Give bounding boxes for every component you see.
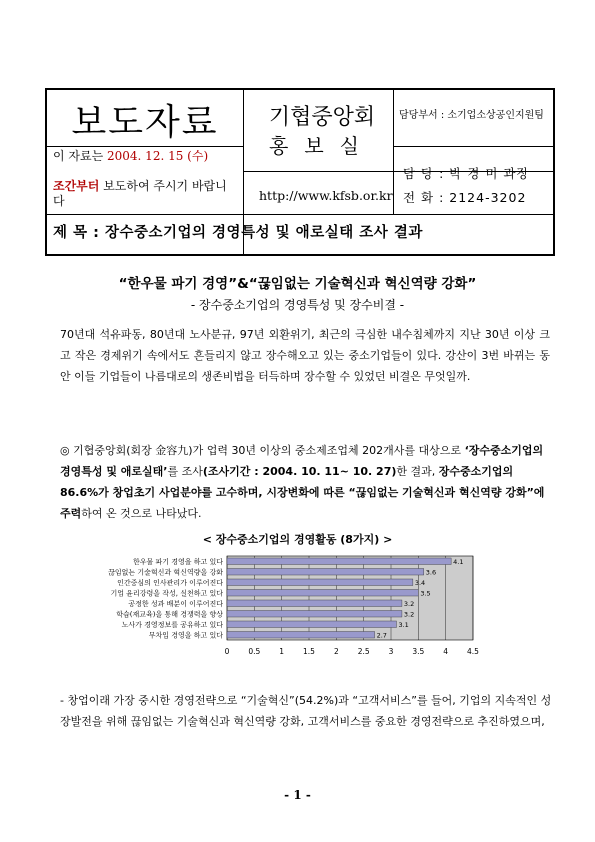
bar <box>227 632 375 639</box>
data-label: 3.2 <box>403 610 415 619</box>
bar <box>227 590 418 597</box>
headline: “한우물 파기 경영”&“끊임없는 기술혁신과 혁신역량 강화” <box>118 276 477 292</box>
website-url: http://www.kfsb.or.kr <box>259 188 393 203</box>
release-date: 이 자료는 2004. 12. 15 (수) <box>53 149 209 163</box>
x-tick-label: 2 <box>333 647 339 656</box>
management-activity-chart <box>55 552 495 682</box>
x-tick-label: 1 <box>279 647 285 656</box>
page-number: - 1 - <box>284 788 311 802</box>
data-label: 3.4 <box>414 579 426 587</box>
key-finding-paragraph: ◎ 기협중앙회(회장 金容九)가 업력 30년 이상의 중소제조업체 202개사를 대상으로 ‘장수중소기업의 경영특성 및 애로실태’를 조사(조사기간 : 2004. 10. 11~ 10. 27)한 결과, 장수중소기업의 86.6%가 창업초기 사업분야를 고수하며, 시장변화에 따른 “끊임없는 기술혁신과 혁신역량 강화”에 주력하여 온 것으로 나타났다. <box>60 444 545 520</box>
category-label: 끊임없는 기술혁신과 혁신역량을 강화 <box>108 568 223 577</box>
category-label: 인간중심의 인사관리가 이루어진다 <box>117 579 223 587</box>
data-label: 3.6 <box>425 568 437 577</box>
data-label: 2.7 <box>376 631 387 640</box>
subheadline: - 장수중소기업의 경영특성 및 장수비결 - <box>190 298 405 312</box>
x-tick-label: 2.5 <box>357 647 370 656</box>
bar <box>227 558 451 565</box>
bar <box>227 621 396 628</box>
x-tick-label: 0 <box>224 647 230 656</box>
category-label: 무차입 경영을 하고 있다 <box>148 631 223 640</box>
chart-title: < 장수중소기업의 경영활동 (8가지) > <box>202 533 393 546</box>
x-tick-label: 4 <box>443 647 449 656</box>
category-label: 노사가 경영정보를 공유하고 있다 <box>121 621 223 629</box>
release-title: 보도자료 <box>71 102 219 143</box>
bar <box>227 569 424 576</box>
data-label: 4.1 <box>453 558 464 566</box>
manager-label: 담 당 : 박 경 미 과장 <box>403 166 530 181</box>
x-tick-label: 1.5 <box>303 647 315 656</box>
category-label: 학습(재교육)을 통해 경쟁력을 향상 <box>116 610 223 619</box>
subject-line: 제 목 : 장수중소기업의 경영특성 및 애로실태 조사 결과 <box>53 225 423 241</box>
intro-paragraph: 70년대 석유파동, 80년대 노사분규, 97년 외환위기, 최근의 극심한 내수침체까지 지난 30년 이상 크고 작은 경제위기 속에서도 흔들리지 않고 장수해오고 있는 중소기업들이 있다. 강산이 3번 바뀌는 동안 이들 기업들이 나름대로의 생존비법을 터득하며 장수할 수 있었던 비결은 무엇일까. <box>60 328 550 383</box>
x-tick-label: 4.5 <box>467 647 479 656</box>
embargo-notice: 조간부터 보도하여 주시기 바랍니다 <box>53 179 227 208</box>
category-label: 한우물 파기 경영을 하고 있다 <box>132 558 223 566</box>
release-header-box <box>45 88 555 256</box>
bullet-mark: ◎ <box>60 444 70 457</box>
category-label: 공정한 성과 배분이 이루어진다 <box>128 600 223 608</box>
data-label: 3.1 <box>398 621 409 629</box>
x-tick-label: 3 <box>388 647 394 656</box>
bar <box>227 579 413 586</box>
x-tick-label: 0.5 <box>248 647 261 656</box>
bar <box>227 600 402 607</box>
data-label: 3.2 <box>403 600 415 608</box>
org-name: 기협중앙회 <box>268 105 376 130</box>
category-label: 기업 윤리강령을 작성, 실천하고 있다 <box>110 589 223 598</box>
phone-number: 전 화 : 2124-3202 <box>403 190 527 205</box>
bar <box>227 611 402 618</box>
x-tick-label: 3.5 <box>412 647 425 656</box>
data-label: 3.5 <box>420 589 431 598</box>
date-value: 2004. 12. 15 (수) <box>107 149 209 163</box>
strategy-note: - 창업이래 가장 중시한 경영전략으로 “기술혁신”(54.2%)과 “고객서비스”를 들어, 기업의 지속적인 성장발전을 위해 끊임없는 기술혁신과 혁신역량 강화, 고객서비스를 중요한 경영전략으로 추진하였으며, <box>60 694 552 728</box>
office-name: 홍보실 <box>269 134 375 158</box>
dept-label: 담당부서 : 소기업소상공인지원팀 <box>399 110 544 121</box>
